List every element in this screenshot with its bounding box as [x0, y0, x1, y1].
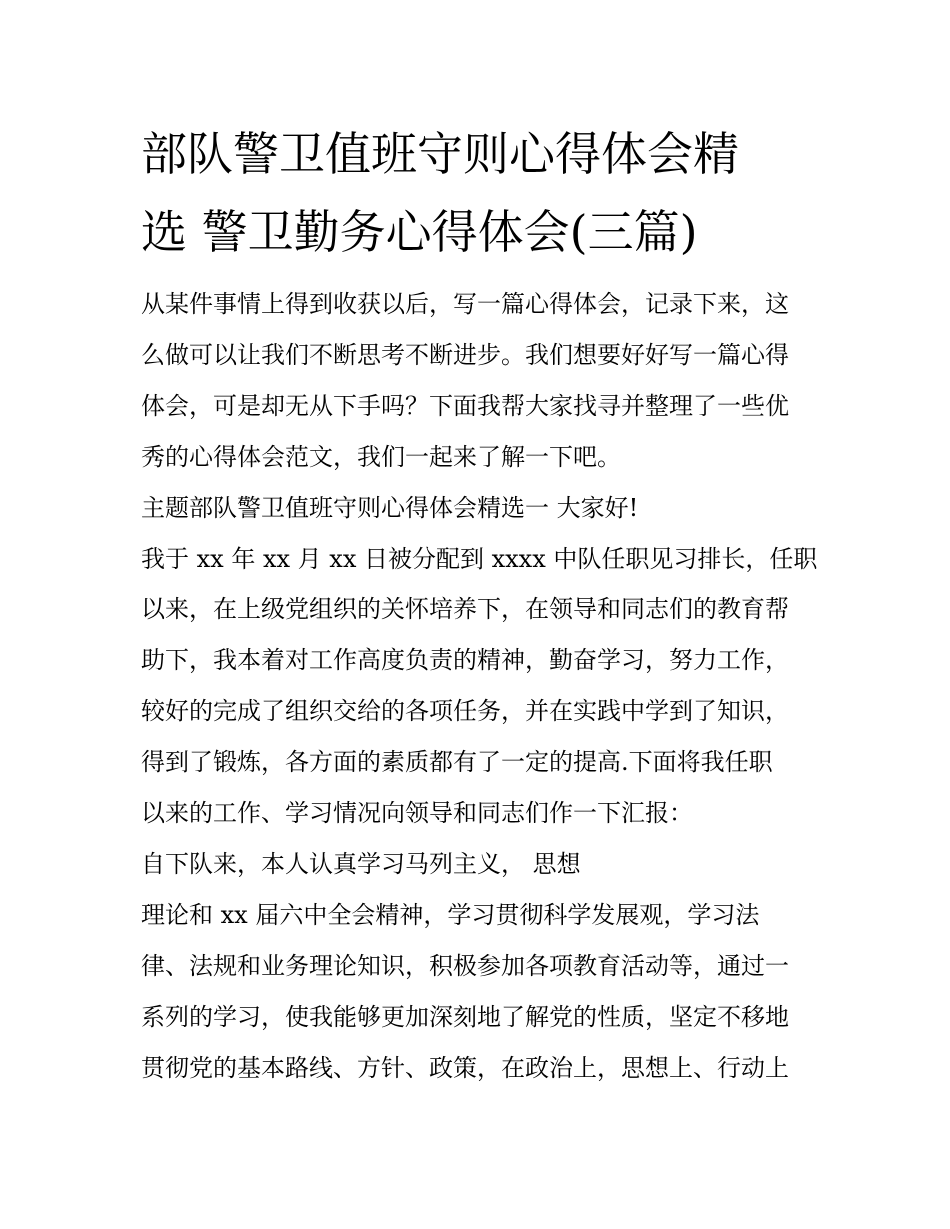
body-line: 以来，在上级党组织的关怀培养下，在领导和同志们的教育帮 [141, 595, 789, 624]
body-line: 得到了锻炼，各方面的素质都有了一定的提高.下面将我任职 [141, 748, 773, 777]
body-line: 系列的学习，使我能够更加深刻地了解党的性质，坚定不移地 [141, 1002, 789, 1031]
document-page [141, 115, 816, 1094]
body-line: 以来的工作、学习情况向领导和同志们作一下汇报： [141, 799, 693, 828]
body-line: 秀的心得体会范文，我们一起来了解一下吧。 [141, 442, 621, 471]
body-line: 助下，我本着对工作高度负责的精神，勤奋学习，努力工作， [141, 646, 789, 675]
body-line: 贯彻党的基本路线、方针、政策，在政治上，思想上、行动上 [141, 1053, 789, 1082]
body-line: 主题部队警卫值班守则心得体会精选一 大家好! [141, 493, 639, 522]
body-line: 么做可以让我们不断思考不断进步。我们想要好好写一篇心得 [141, 340, 789, 369]
body-line: 律、法规和业务理论知识，积极参加各项教育活动等，通过一 [141, 951, 789, 980]
body-line: 自下队来，本人认真学习马列主义， 思想 [141, 849, 581, 878]
body-line: 较好的完成了组织交给的各项任务，并在实践中学到了知识， [141, 697, 789, 726]
body-line: 我于 xx 年 xx 月 xx 日被分配到 xxxx 中队任职见习排长，任职 [141, 544, 818, 573]
body-line: 从某件事情上得到收获以后，写一篇心得体会，记录下来，这 [141, 290, 789, 318]
document-title [141, 115, 816, 271]
document-body [141, 279, 816, 1094]
title-line-1: 部队警卫值班守则心得体会精 [141, 127, 739, 181]
body-line: 理论和 xx 届六中全会精神，学习贯彻科学发展观，学习法 [141, 900, 760, 929]
title-line-2: 选 警卫勤务心得体会(三篇) [141, 205, 698, 259]
body-line: 体会，可是却无从下手吗？下面我帮大家找寻并整理了一些优 [141, 391, 789, 420]
